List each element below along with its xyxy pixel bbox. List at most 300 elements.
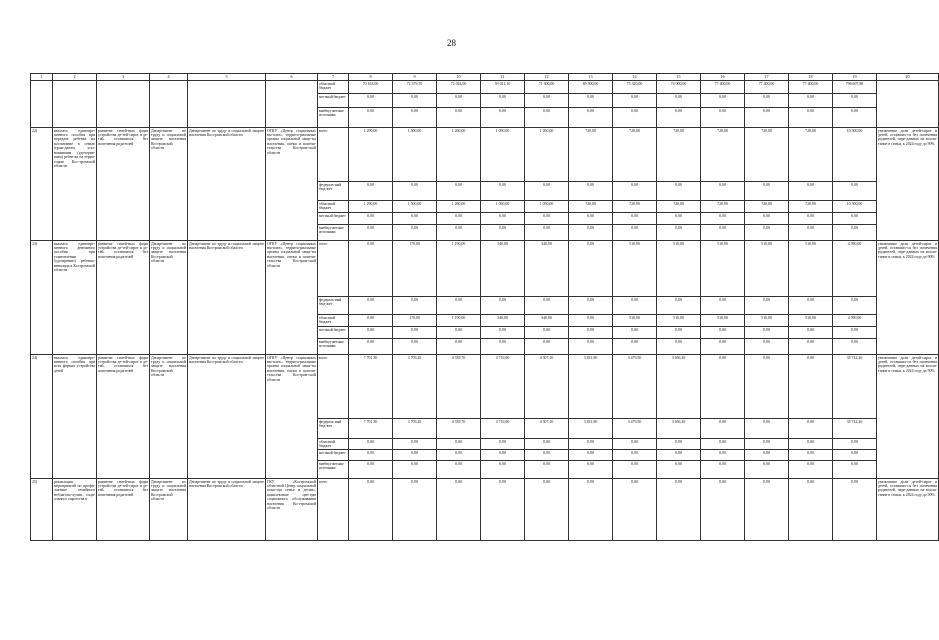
amount-cell: 0,00 <box>393 339 437 355</box>
activity-name: выплата единовре-менного денежного пособия при усыновлении (удочерении) ребенка-инвалида в Костромской области <box>53 241 97 355</box>
amount-cell: 0,00 <box>349 108 393 128</box>
item-number: 24) <box>31 355 53 479</box>
amount-cell: 0,00 <box>481 327 525 339</box>
amount-cell: 0,00 <box>349 182 393 201</box>
amount-cell: 0,00 <box>393 297 437 315</box>
amount-cell: 0,00 <box>745 297 789 315</box>
amount-cell: 0,00 <box>701 327 745 339</box>
amount-cell: 0,00 <box>569 225 613 241</box>
amount-cell: 72 024,00 <box>437 81 481 94</box>
funding-source: местный бюджет <box>318 450 349 461</box>
amount-cell: 0,00 <box>349 339 393 355</box>
amount-cell: 0,00 <box>349 213 393 225</box>
amount-cell: 0,00 <box>833 108 877 128</box>
amount-cell: 170,00 <box>393 315 437 327</box>
amount-cell: 1 190,00 <box>437 241 481 297</box>
empty-cell <box>53 81 97 128</box>
amount-cell: 0,00 <box>569 461 613 479</box>
funding-source: внебюд-жетные источники <box>318 461 349 479</box>
empty-cell <box>877 81 939 128</box>
amount-cell: 510,00 <box>789 241 833 297</box>
amount-cell: 720,00 <box>789 201 833 213</box>
item-number: 23) <box>31 241 53 355</box>
amount-cell: 0,00 <box>833 479 877 541</box>
amount-cell: 0,00 <box>437 450 481 461</box>
amount-cell: 0,00 <box>437 225 481 241</box>
amount-cell: 0,00 <box>701 225 745 241</box>
amount-cell: 0,00 <box>789 355 833 419</box>
amount-cell: 0,00 <box>525 225 569 241</box>
amount-cell: 77 400,00 <box>701 81 745 94</box>
item-number: 25) <box>31 479 53 541</box>
column-number: 5 <box>188 74 266 81</box>
amount-cell: 0,00 <box>569 339 613 355</box>
amount-cell: 0,00 <box>701 339 745 355</box>
amount-cell: 720,00 <box>657 201 701 213</box>
amount-cell: 4 339,70 <box>437 419 481 439</box>
funding-source: областной бюджет <box>318 201 349 213</box>
expected-effect: увеличение доли детей-сирот и детей, оставших-ся без попечения родителей, пере-данных на воспи-тание в семьи, к 2024 году до 90% <box>877 479 939 541</box>
column-number: 3 <box>97 74 150 81</box>
amount-cell: 0,00 <box>481 479 525 541</box>
column-number: 9 <box>393 74 437 81</box>
amount-cell: 0,00 <box>833 225 877 241</box>
amount-cell: 720,00 <box>613 128 657 182</box>
amount-cell: 0,00 <box>393 479 437 541</box>
amount-cell: 720,00 <box>613 201 657 213</box>
amount-cell: 0,00 <box>481 297 525 315</box>
amount-cell: 7 701,30 <box>349 419 393 439</box>
amount-cell: 0,00 <box>789 108 833 128</box>
activity-name: реализация мероприятий по профи-лактике семейного неблагопо-лучия, соци-ального сиротства и <box>53 479 97 541</box>
amount-cell: 35 742,20 <box>833 419 877 439</box>
amount-cell: 0,00 <box>349 315 393 327</box>
amount-cell: 3 831,80 <box>569 419 613 439</box>
amount-cell: 0,00 <box>349 479 393 541</box>
amount-cell: 75 320,00 <box>613 81 657 94</box>
column-number: 8 <box>349 74 393 81</box>
amount-cell: 0,00 <box>789 213 833 225</box>
amount-cell: 0,00 <box>657 225 701 241</box>
funding-source: всего <box>318 241 349 297</box>
amount-cell: 0,00 <box>657 439 701 450</box>
column-number: 15 <box>657 74 701 81</box>
amount-cell: 0,00 <box>393 225 437 241</box>
co-executor: Департамент по труду и социальной защите населения Костромской области <box>188 128 266 241</box>
amount-cell: 510,00 <box>789 315 833 327</box>
co-executor: Департамент по труду и социальной защите населения Костромской области <box>188 241 266 355</box>
amount-cell: 510,00 <box>657 315 701 327</box>
amount-cell: 0,00 <box>701 419 745 439</box>
amount-cell: 0,00 <box>701 182 745 201</box>
amount-cell: 3 656,30 <box>657 419 701 439</box>
participant: ОГКУ «Центр социальных вы-плат», террито-риальные органы социальной защи-ты населения, опеки и попечи-тельства Костром-ской области <box>266 241 318 355</box>
funding-source: внебюд-жетные источники <box>318 339 349 355</box>
amount-cell: 340,00 <box>481 241 525 297</box>
amount-cell: 59 021,10 <box>481 81 525 94</box>
amount-cell: 0,00 <box>569 108 613 128</box>
funding-source: федераль-ный бюд-жет <box>318 297 349 315</box>
amount-cell: 0,00 <box>437 297 481 315</box>
amount-cell: 0,00 <box>569 327 613 339</box>
amount-cell: 0,00 <box>481 213 525 225</box>
column-number: 4 <box>150 74 188 81</box>
program-table <box>30 73 939 541</box>
amount-cell: 0,00 <box>481 461 525 479</box>
amount-cell: 0,00 <box>569 94 613 108</box>
amount-cell: 0,00 <box>569 182 613 201</box>
participant: ГКУ «Костромской областной Центр социальной помо-щи семье и детям», комплексные цен-тры социального обслуживания населения Ко-стромской области <box>266 479 318 541</box>
responsible-executor: Департамент по труду и социальной защите населения Костромской области <box>150 355 188 479</box>
amount-cell: 0,00 <box>745 182 789 201</box>
amount-cell: 1 190,00 <box>437 315 481 327</box>
amount-cell: 4 339,70 <box>437 355 481 419</box>
amount-cell: 0,00 <box>613 182 657 201</box>
amount-cell: 0,00 <box>437 461 481 479</box>
amount-cell: 0,00 <box>701 479 745 541</box>
table-row <box>31 81 939 94</box>
amount-cell: 0,00 <box>789 94 833 108</box>
column-number: 17 <box>745 74 789 81</box>
amount-cell: 4 307,10 <box>525 419 569 439</box>
amount-cell: 1 050,00 <box>525 128 569 182</box>
amount-cell: 4 590,00 <box>833 241 877 297</box>
amount-cell: 510,00 <box>745 241 789 297</box>
funding-source: федераль-ный бюд-жет <box>318 419 349 439</box>
participant: ОГКУ «Центр социальных вы-плат», террито-риальные органы социальной защи-ты населения, опеки и попечи-тельства Костром-ской области <box>266 355 318 479</box>
table-row <box>31 355 939 419</box>
column-number: 12 <box>525 74 569 81</box>
amount-cell: 720,00 <box>701 201 745 213</box>
column-number: 19 <box>833 74 877 81</box>
amount-cell: 0,00 <box>613 339 657 355</box>
amount-cell: 0,00 <box>613 439 657 450</box>
amount-cell: 3 709,20 <box>393 355 437 419</box>
funding-source: всего <box>318 479 349 541</box>
amount-cell: 0,00 <box>833 339 877 355</box>
amount-cell: 720,00 <box>701 128 745 182</box>
amount-cell: 0,00 <box>437 327 481 339</box>
activity-name: выплата единовре-менного пособия при всех формах устройства детей <box>53 355 97 479</box>
amount-cell: 1 260,00 <box>437 128 481 182</box>
column-number: 14 <box>613 74 657 81</box>
amount-cell: 0,00 <box>745 419 789 439</box>
empty-cell <box>97 81 150 128</box>
responsible-executor: Департамент по труду и социальной защите населения Костромской области <box>150 241 188 355</box>
amount-cell: 0,00 <box>745 213 789 225</box>
column-number: 18 <box>789 74 833 81</box>
amount-cell: 0,00 <box>701 94 745 108</box>
empty-cell <box>150 81 188 128</box>
amount-cell: 77 400,00 <box>745 81 789 94</box>
amount-cell: 71 300,00 <box>525 81 569 94</box>
funding-source: всего <box>318 355 349 419</box>
amount-cell: 0,00 <box>349 439 393 450</box>
amount-cell: 1 290,00 <box>349 128 393 182</box>
amount-cell: 4 590,00 <box>833 315 877 327</box>
funding-source: всего <box>318 128 349 182</box>
amount-cell: 0,00 <box>745 479 789 541</box>
amount-cell: 0,00 <box>393 213 437 225</box>
co-executor: Департамент по труду и социальной защите населения Костромской области <box>188 479 266 541</box>
amount-cell: 0,00 <box>525 182 569 201</box>
amount-cell: 0,00 <box>701 355 745 419</box>
amount-cell: 0,00 <box>745 439 789 450</box>
amount-cell: 510,00 <box>701 315 745 327</box>
amount-cell: 0,00 <box>833 461 877 479</box>
activity-goal: развитие семей-ных форм устройства де-тей-сирот и де-тей, оставшихся без попечения родителей <box>97 128 150 241</box>
amount-cell: 0,00 <box>833 439 877 450</box>
amount-cell: 0,00 <box>657 94 701 108</box>
item-number: 22) <box>31 128 53 241</box>
column-number: 11 <box>481 74 525 81</box>
amount-cell: 3 479,50 <box>613 355 657 419</box>
amount-cell: 0,00 <box>393 108 437 128</box>
amount-cell: 0,00 <box>613 213 657 225</box>
amount-cell: 0,00 <box>789 479 833 541</box>
amount-cell: 0,00 <box>481 439 525 450</box>
amount-cell: 0,00 <box>393 327 437 339</box>
amount-cell: 0,00 <box>437 439 481 450</box>
amount-cell: 720,00 <box>569 201 613 213</box>
expected-effect: увеличение доли детей-сирот и детей, оставших-ся без попечения родителей, пере-данных на воспи-тание в семьи, к 2024 году до 90% <box>877 355 939 479</box>
amount-cell: 0,00 <box>701 108 745 128</box>
amount-cell: 0,00 <box>613 225 657 241</box>
amount-cell: 10 500,00 <box>833 128 877 182</box>
amount-cell: 0,00 <box>745 461 789 479</box>
amount-cell: 0,00 <box>701 297 745 315</box>
amount-cell: 0,00 <box>349 327 393 339</box>
amount-cell: 0,00 <box>789 419 833 439</box>
amount-cell: 4 716,90 <box>481 355 525 419</box>
amount-cell: 0,00 <box>569 213 613 225</box>
amount-cell: 0,00 <box>525 479 569 541</box>
responsible-executor: Департамент по труду и социальной защите населения Костромской области <box>150 128 188 241</box>
amount-cell: 1 260,00 <box>437 201 481 213</box>
amount-cell: 340,00 <box>525 315 569 327</box>
column-number: 6 <box>266 74 318 81</box>
activity-goal: развитие семей-ных форм устройства де-тей-сирот и де-тей, оставшихся без попечения родителей <box>97 355 150 479</box>
amount-cell: 0,00 <box>525 339 569 355</box>
table-row <box>31 128 939 182</box>
amount-cell: 4 307,10 <box>525 355 569 419</box>
amount-cell: 0,00 <box>745 225 789 241</box>
amount-cell: 3 831,80 <box>569 355 613 419</box>
amount-cell: 0,00 <box>569 439 613 450</box>
amount-cell: 0,00 <box>657 182 701 201</box>
amount-cell: 0,00 <box>745 450 789 461</box>
amount-cell: 0,00 <box>349 225 393 241</box>
amount-cell: 0,00 <box>481 94 525 108</box>
activity-goal: развитие семей-ных форм устройства де-тей-сирот и де-тей, оставшихся без попечения родителей <box>97 479 150 541</box>
amount-cell: 10 500,00 <box>833 201 877 213</box>
amount-cell: 0,00 <box>393 94 437 108</box>
amount-cell: 0,00 <box>481 450 525 461</box>
amount-cell: 0,00 <box>569 479 613 541</box>
funding-source: областной бюджет <box>318 81 349 94</box>
amount-cell: 0,00 <box>657 461 701 479</box>
amount-cell: 74 900,00 <box>657 81 701 94</box>
amount-cell: 0,00 <box>657 297 701 315</box>
amount-cell: 0,00 <box>349 94 393 108</box>
amount-cell: 0,00 <box>525 450 569 461</box>
amount-cell: 0,00 <box>833 450 877 461</box>
amount-cell: 0,00 <box>569 450 613 461</box>
amount-cell: 0,00 <box>789 327 833 339</box>
amount-cell: 0,00 <box>833 182 877 201</box>
funding-source: местный бюджет <box>318 327 349 339</box>
amount-cell: 0,00 <box>745 327 789 339</box>
expected-effect: увеличение доли детей-сирот и детей, оставших-ся без попечения родителей, пере-данных на воспи-тание в семьи, к 2024 году до 90% <box>877 241 939 355</box>
amount-cell: 0,00 <box>349 461 393 479</box>
expected-effect: увеличение доли детей-сирот и детей, оставших-ся без попечения родителей, пере-данных на воспи-тание в семьи, к 2024 году до 90% <box>877 128 939 241</box>
amount-cell: 0,00 <box>481 108 525 128</box>
column-number: 13 <box>569 74 613 81</box>
amount-cell: 77 400,00 <box>789 81 833 94</box>
amount-cell: 0,00 <box>481 225 525 241</box>
column-number: 20 <box>877 74 939 81</box>
amount-cell: 0,00 <box>393 450 437 461</box>
amount-cell: 35 742,20 <box>833 355 877 419</box>
table-row <box>31 479 939 541</box>
amount-cell: 0,00 <box>613 94 657 108</box>
amount-cell: 0,00 <box>657 108 701 128</box>
amount-cell: 0,00 <box>613 450 657 461</box>
amount-cell: 510,00 <box>613 315 657 327</box>
amount-cell: 0,00 <box>613 108 657 128</box>
amount-cell: 0,00 <box>745 355 789 419</box>
amount-cell: 0,00 <box>789 439 833 450</box>
amount-cell: 1 500,00 <box>393 128 437 182</box>
amount-cell: 0,00 <box>789 339 833 355</box>
amount-cell: 0,00 <box>701 213 745 225</box>
amount-cell: 0,00 <box>525 439 569 450</box>
amount-cell: 0,00 <box>745 108 789 128</box>
amount-cell: 0,00 <box>789 461 833 479</box>
amount-cell: 720,00 <box>657 128 701 182</box>
amount-cell: 0,00 <box>569 297 613 315</box>
amount-cell: 1 050,00 <box>481 201 525 213</box>
amount-cell: 3 709,20 <box>393 419 437 439</box>
funding-source: внебюд-жетные источники <box>318 108 349 128</box>
amount-cell: 1 500,00 <box>393 201 437 213</box>
amount-cell: 170,00 <box>393 241 437 297</box>
amount-cell: 0,00 <box>525 327 569 339</box>
amount-cell: 0,00 <box>657 479 701 541</box>
amount-cell: 0,00 <box>613 327 657 339</box>
amount-cell: 0,00 <box>789 182 833 201</box>
amount-cell: 510,00 <box>745 315 789 327</box>
co-executor: Департамент по труду и социальной защите населения Костромской области <box>188 355 266 479</box>
amount-cell: 0,00 <box>525 213 569 225</box>
amount-cell: 0,00 <box>657 339 701 355</box>
amount-cell: 0,00 <box>657 327 701 339</box>
amount-cell: 0,00 <box>349 297 393 315</box>
amount-cell: 0,00 <box>349 241 393 297</box>
amount-cell: 720,00 <box>745 201 789 213</box>
empty-cell <box>31 81 53 128</box>
funding-source: внебюд-жетные источники <box>318 225 349 241</box>
amount-cell: 0,00 <box>569 315 613 327</box>
amount-cell: 0,00 <box>745 94 789 108</box>
amount-cell: 720,00 <box>745 128 789 182</box>
amount-cell: 69 500,00 <box>569 81 613 94</box>
amount-cell: 510,00 <box>657 241 701 297</box>
amount-cell: 0,00 <box>393 461 437 479</box>
amount-cell: 1 290,00 <box>349 201 393 213</box>
funding-source: местный бюджет <box>318 213 349 225</box>
amount-cell: 796 607,80 <box>833 81 877 94</box>
amount-cell: 3 479,50 <box>613 419 657 439</box>
amount-cell: 0,00 <box>525 297 569 315</box>
amount-cell: 1 050,00 <box>481 128 525 182</box>
amount-cell: 0,00 <box>437 479 481 541</box>
amount-cell: 0,00 <box>437 182 481 201</box>
column-number: 2 <box>53 74 97 81</box>
amount-cell: 0,00 <box>393 182 437 201</box>
column-number: 10 <box>437 74 481 81</box>
empty-cell <box>266 81 318 128</box>
funding-source: местный бюджет <box>318 94 349 108</box>
amount-cell: 0,00 <box>437 94 481 108</box>
amount-cell: 510,00 <box>701 241 745 297</box>
amount-cell: 0,00 <box>701 439 745 450</box>
participant: ОГКУ «Центр социальных вы-плат», террито-риальные органы социальной защи-ты населения, опеки и попечи-тельства Костром-ской области <box>266 128 318 241</box>
amount-cell: 0,00 <box>437 108 481 128</box>
responsible-executor: Департамент по труду и социальной защите населения Костромской области <box>150 479 188 541</box>
amount-cell: 0,00 <box>789 450 833 461</box>
amount-cell: 72 379,70 <box>393 81 437 94</box>
amount-cell: 0,00 <box>745 339 789 355</box>
funding-source: областной бюджет <box>318 315 349 327</box>
amount-cell: 0,00 <box>481 339 525 355</box>
amount-cell: 0,00 <box>437 213 481 225</box>
amount-cell: 0,00 <box>701 450 745 461</box>
page-number: 28 <box>447 38 456 48</box>
amount-cell: 70 163,00 <box>349 81 393 94</box>
amount-cell: 0,00 <box>349 450 393 461</box>
amount-cell: 7 701,30 <box>349 355 393 419</box>
table-row <box>31 241 939 297</box>
amount-cell: 0,00 <box>481 182 525 201</box>
column-number: 16 <box>701 74 745 81</box>
funding-source: областной бюджет <box>318 439 349 450</box>
amount-cell: 0,00 <box>833 94 877 108</box>
amount-cell: 1 050,00 <box>525 201 569 213</box>
amount-cell: 0,00 <box>657 213 701 225</box>
amount-cell: 0,00 <box>701 461 745 479</box>
amount-cell: 340,00 <box>525 241 569 297</box>
amount-cell: 720,00 <box>789 128 833 182</box>
amount-cell: 0,00 <box>525 94 569 108</box>
amount-cell: 0,00 <box>613 479 657 541</box>
amount-cell: 510,00 <box>613 241 657 297</box>
amount-cell: 340,00 <box>481 315 525 327</box>
amount-cell: 0,00 <box>833 213 877 225</box>
activity-goal: развитие семей-ных форм устройства де-тей-сирот и де-тей, оставшихся без попечения родителей <box>97 241 150 355</box>
amount-cell: 0,00 <box>393 439 437 450</box>
amount-cell: 0,00 <box>789 297 833 315</box>
amount-cell: 0,00 <box>833 327 877 339</box>
amount-cell: 0,00 <box>789 225 833 241</box>
column-number-row <box>31 74 939 81</box>
amount-cell: 0,00 <box>613 461 657 479</box>
funding-source: федераль-ный бюд-жет <box>318 182 349 201</box>
amount-cell: 0,00 <box>833 297 877 315</box>
amount-cell: 0,00 <box>437 339 481 355</box>
amount-cell: 0,00 <box>613 297 657 315</box>
amount-cell: 0,00 <box>569 241 613 297</box>
